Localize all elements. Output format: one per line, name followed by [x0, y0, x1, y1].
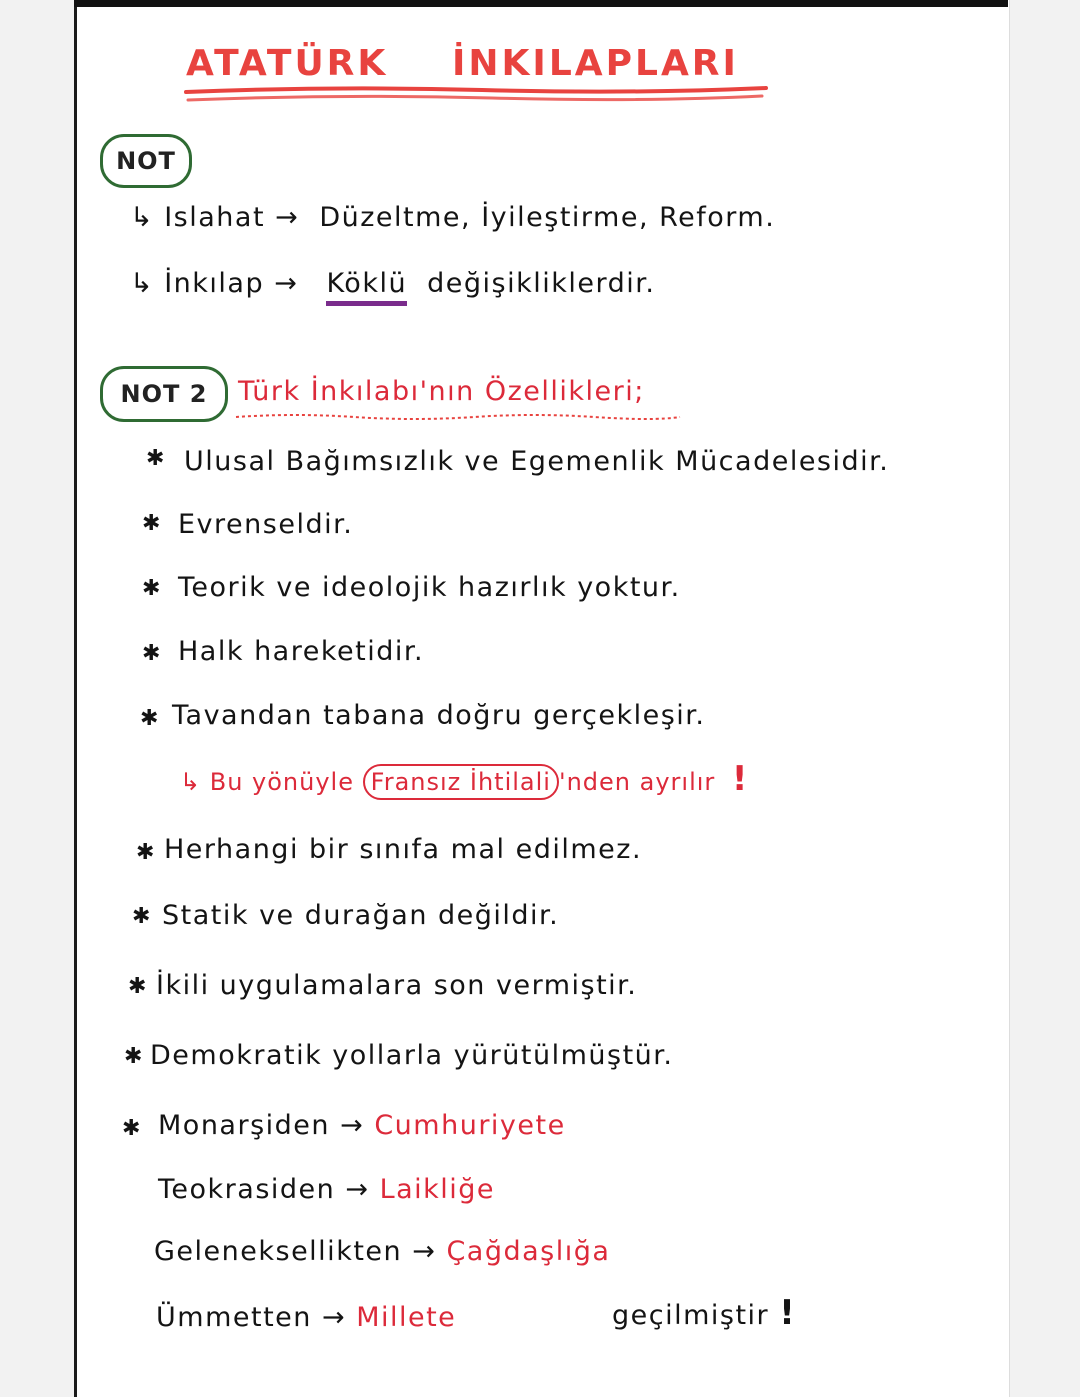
feature-item-6: Herhangi bir sınıfa mal edilmez. [164, 834, 643, 865]
line-arrow-icon: ↳ [130, 202, 155, 233]
closing-text [612, 1293, 797, 1333]
feature-item-3: Teorik ve ideolojik hazırlık yoktur. [178, 572, 681, 603]
exclamation-icon: ! [779, 1293, 797, 1333]
transition-from: Teokrasiden [158, 1174, 336, 1205]
transition-to: Cumhuriyete [374, 1110, 566, 1141]
bullet-icon: ✱ [122, 1116, 141, 1141]
transition-from: Monarşiden [158, 1110, 331, 1141]
bullet-icon: ✱ [146, 446, 165, 471]
feature-item-4: Halk hareketidir. [178, 636, 425, 667]
arrow-icon: → [340, 1110, 365, 1141]
note1-badge: NOT [100, 134, 192, 188]
term-inkilap: İnkılap [164, 268, 265, 299]
bullet-icon: ✱ [142, 576, 161, 601]
transition-to: Laikliğe [379, 1174, 496, 1205]
transition-4 [156, 1304, 456, 1331]
definition-islahat: Düzeltme, İyileştirme, Reform. [319, 202, 776, 233]
bullet-icon: ✱ [124, 1044, 143, 1069]
bullet-icon: ✱ [132, 904, 151, 929]
feature-item-1: Ulusal Bağımsızlık ve Egemenlik Mücadelesidir. [184, 446, 890, 477]
definition-rest: değişikliklerdir. [427, 268, 656, 299]
bullet-icon: ✱ [128, 974, 147, 999]
transition-to: Millete [356, 1302, 457, 1333]
transition-1 [158, 1112, 566, 1139]
definition-koklu: Köklü [326, 268, 407, 306]
transition-3 [154, 1238, 610, 1265]
feature-item-8: İkili uygulamalara son vermiştir. [156, 970, 638, 1001]
bullet-icon: ✱ [142, 641, 161, 666]
top-edge [74, 0, 1008, 7]
subnote-prefix: ↳ Bu yönüyle [180, 768, 354, 796]
transition-from: Ümmetten [156, 1302, 312, 1333]
note2-heading: Türk İnkılabı'nın Özellikleri; [238, 376, 645, 407]
closing-word: geçilmiştir [612, 1300, 770, 1331]
feature-item-9: Demokratik yollarla yürütülmüştür. [150, 1040, 674, 1071]
arrow-icon: → [275, 202, 300, 233]
title-part2: İNKILAPLARI [452, 43, 739, 84]
bullet-icon: ✱ [136, 840, 155, 865]
bullet-icon: ✱ [142, 511, 161, 536]
exclamation-icon: ! [731, 759, 749, 799]
feature-item-5: Tavandan tabana doğru gerçekleşir. [172, 700, 706, 731]
title-part1: ATATÜRK [186, 43, 389, 84]
bullet-icon: ✱ [140, 706, 159, 731]
transition-from: Geleneksellikten [154, 1236, 403, 1267]
line-arrow-icon: ↳ [130, 268, 155, 299]
note1-line2 [130, 270, 656, 297]
term-islahat: Islahat [164, 202, 266, 233]
arrow-icon: → [321, 1302, 347, 1333]
note2-badge: NOT 2 [100, 366, 228, 422]
note1-line1 [130, 204, 775, 231]
subnote-circled: Fransız İhtilali [363, 764, 559, 800]
arrow-icon: → [345, 1174, 370, 1205]
feature-item-7: Statik ve durağan değildir. [162, 900, 560, 931]
arrow-icon: → [274, 268, 299, 299]
title-underline [182, 84, 772, 106]
subnote [180, 759, 749, 799]
feature-item-2: Evrenseldir. [178, 509, 354, 540]
transition-to: Çağdaşlığa [446, 1236, 611, 1267]
subnote-suffix: 'nden ayrılır [558, 768, 716, 796]
heading-underline [234, 412, 684, 422]
transition-2 [158, 1176, 495, 1203]
arrow-icon: → [412, 1236, 437, 1267]
